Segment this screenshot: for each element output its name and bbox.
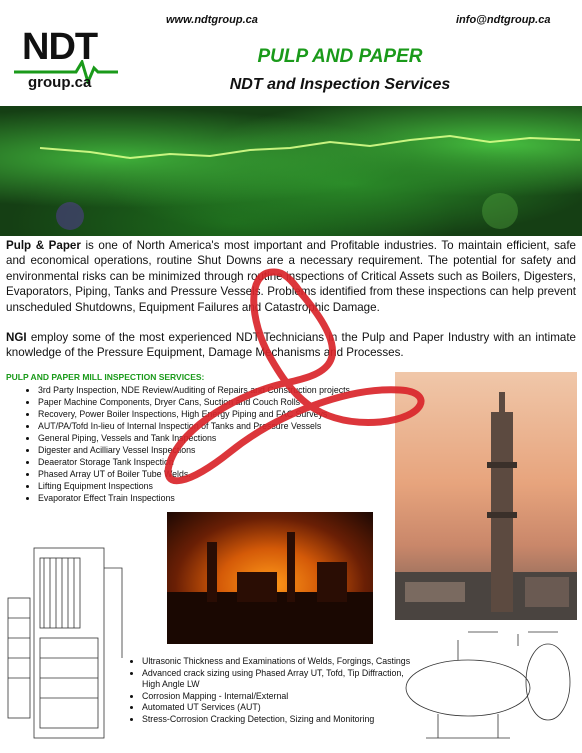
- list-item: • Phased Array UT of Boiler Tube Welds.: [38, 468, 408, 480]
- list-item: • Paper Machine Components, Dryer Cans, Suction and Couch Rolls: [38, 396, 408, 408]
- ndt-methods-list: [126, 656, 412, 725]
- services-list: [20, 384, 408, 504]
- logo-main-text: NDT: [22, 26, 98, 68]
- boiler-line-drawing: [4, 538, 128, 748]
- list-item: • Digester and Acilliary Vessel Inspections: [38, 444, 408, 456]
- ngi-lead: NGI: [6, 331, 27, 344]
- logo-sub-text: group.ca: [28, 74, 92, 91]
- services-heading: PULP AND PAPER MILL INSPECTION SERVICES:: [6, 372, 205, 382]
- list-item: • General Piping, Vessels and Tank Inspections: [38, 432, 408, 444]
- tower-graphic: [395, 372, 577, 620]
- website-link[interactable]: www.ndtgroup.ca: [166, 14, 258, 26]
- list-item: • Evaporator Effect Train Inspections: [38, 492, 408, 504]
- list-item: • Ultrasonic Thickness and Examinations of Welds, Forgings, Castings: [142, 656, 412, 668]
- page-title: PULP AND PAPER: [257, 46, 423, 67]
- intro-text: is one of North America's most important and Profitable industries. To maintain efficient, safe and economical operations, routine Shut Downs are a necessary requirement. The potential for safety and environmental risks can be minimized through routine inspections of Critical Assets such as Boilers, Digesters, Evaporators, Piping, Tanks and Pressure Vessels. Problems identified from these inspections can help prevent unscheduled Shutdowns, Equipment Failures and Catastrophic Damage.: [6, 239, 577, 314]
- email-link[interactable]: info@ndtgroup.ca: [456, 14, 551, 26]
- green-crack-inspection-image: [0, 106, 582, 236]
- ndt-group-logo: [14, 24, 124, 96]
- list-item: • Deaerator Storage Tank Inspection: [38, 456, 408, 468]
- page-subtitle: NDT and Inspection Services: [229, 76, 451, 93]
- ngi-paragraph: [6, 330, 576, 361]
- list-item: • 3rd Party Inspection, NDE Review/Auditing of Repairs and Construction projects: [38, 384, 408, 396]
- list-item: • Lifting Equipment Inspections: [38, 480, 408, 492]
- pressure-vessel-line-drawing: [398, 626, 576, 748]
- list-item: • Recovery, Power Boiler Inspections, High Energy Piping and FAC Surveys: [38, 408, 408, 420]
- list-item: • Corrosion Mapping - Internal/External: [142, 691, 412, 703]
- list-item: • Automated UT Services (AUT): [142, 702, 412, 714]
- mill-silhouette-graphic: [167, 512, 373, 644]
- list-item: • AUT/PA/Tofd In-lieu of Internal Inspection of Tanks and Pressure Vessels: [38, 420, 408, 432]
- list-item: • Advanced crack sizing using Phased Array UT, Tofd, Tip Diffraction, High Angle LW: [142, 668, 412, 691]
- pressure-vessel-graphic: [398, 626, 576, 748]
- ngi-text: employ some of the most experienced NDT Technicians in the Pulp and Paper Industry with an intimate knowledge of the Pressure Equipment, Damage Mechanisms and Processes.: [6, 331, 576, 360]
- boiler-diagram-graphic: [4, 538, 128, 748]
- mill-night-fire-photo: [167, 512, 373, 644]
- intro-paragraph: [6, 238, 576, 315]
- list-item: • Stress-Corrosion Cracking Detection, Sizing and Monitoring: [142, 714, 412, 726]
- intro-lead: Pulp & Paper: [6, 239, 81, 252]
- crack-indication-graphic: [0, 106, 582, 236]
- recovery-boiler-tower-photo: [395, 372, 577, 620]
